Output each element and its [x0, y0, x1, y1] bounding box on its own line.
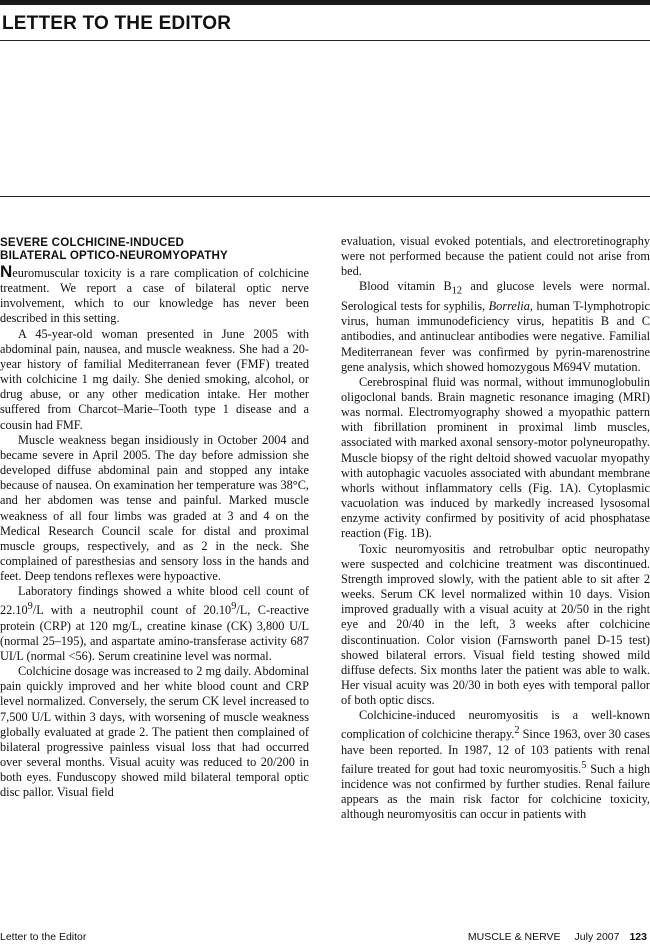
reference-2: 2 [514, 725, 520, 737]
header-divider [0, 40, 650, 41]
paragraph-intro-text: euromuscular toxicity is a rare complication of colchicine treatment. We report a case of bilateral optic nerve involvement, which to our knowledge has never been described in this setting. [0, 266, 309, 326]
section-header: LETTER TO THE EDITOR [2, 13, 232, 34]
reference-5: 5 [581, 759, 587, 771]
right-column [341, 234, 650, 823]
article-divider [0, 196, 650, 197]
footer-date: July 2007 [574, 931, 620, 943]
discussion-text-c: Such a high incidence was not confirmed by further studies. Renal failure appears as the main risk factor for colchicine toxicity, although neuromyositis can occur in patients with [341, 761, 650, 822]
paragraph-weakness: Muscle weakness began insidiously in October 2004 and became severe in April 2005. The day before admission she developed diffuse abdominal pain and stopped any intake because of nausea. On examination her temperature was 38°C, and her abdomen was tense and painful. Marked muscle weakness of all four limbs was graded at 3 and 4 on the Medical Research Council scale for distal and proximal muscle groups, respectively, and as 2 in the neck. She complained of paresthesias and sensory loss in the hands and feet. Deep tendons reflexes were hypoactive. [0, 432, 309, 584]
left-column [0, 234, 309, 801]
paragraph-case: A 45-year-old woman presented in June 2005 with abdominal pain, nausea, and muscle weakness. She had a 20-year history of familial Mediterranean fever (FMF) treated with colchicine 1 mg daily. She denied smoking, alcohol, or drug abuse, or any other medication intake. Her mother suffered from Charcot–Marie–Tooth type 1 disease and a cousin had FMF. [0, 326, 309, 432]
drop-cap: N [0, 262, 13, 281]
article-title-line2: BILATERAL OPTICO-NEUROMYOPATHY [0, 249, 228, 262]
article-title [0, 236, 309, 262]
serology-sub: 12 [451, 285, 462, 297]
serology-text-c: , human T-lymphotropic virus, human immunodeficiency virus, hepatitis B and C antibodies, and antinuclear antibodies were negative. Familial Mediterranean fever was confirmed by pyrin-marenostrine gene analysis, which showed homozygous M694V mutation. [341, 299, 650, 374]
footer-section-label: Letter to the Editor [0, 931, 87, 943]
paragraph-serology [341, 279, 650, 374]
footer-page-number: 123 [629, 931, 647, 943]
discussion-text-a: Colchicine-induced neuromyositis is a well-known complication of colchicine therapy. [341, 708, 650, 742]
article-title-line1: SEVERE COLCHICINE-INDUCED [0, 236, 185, 249]
paragraph-lab [0, 584, 309, 664]
paragraph-csf: Cerebrospinal fluid was normal, without immunoglobulin oligoclonal bands. Brain magnetic resonance imaging (MRI) was normal. Electromyography showed a myopathic pattern with fibrillation prominent in proximal limb muscles, associated with marked axonal sensory-motor polyneuropathy. Muscle biopsy of the right deltoid showed vacuolar myopathy with autophagic vacuoles associated with abundant membrane whorls without inflammatory cells (Fig. 1A). Cytoplasmic vacuolation was induced by markedly increased lysosomal enzyme activity confirmed by positivity of acid phosphatase reaction (Fig. 1B). [341, 374, 650, 541]
serology-italic: Borrelia [488, 299, 530, 314]
footer-journal: MUSCLE & NERVE [467, 931, 561, 943]
paragraph-outcome: Toxic neuromyositis and retrobulbar optic neuropathy were suspected and colchicine treatment was discontinued. Strength improved slowly, with the patient able to sit after 2 weeks. Serum CK level normalized within 10 days. Vision improved gradually with a visual acuity at 20/50 in the right eye and 20/40 in the left, 3 weeks after colchicine discontinuation. Color vision (Farnsworth panel D-15 test) showed bilateral errors. Visual field testing showed mild diffuse defects. Six months later the patient was able to walk. Her visual acuity was 20/30 in both eyes with temporal pallor of both optic discs. [341, 541, 650, 708]
serology-text-b: and glucose levels were normal. Serological tests for syphilis, [341, 279, 650, 314]
serology-text-a: Blood vitamin B [359, 279, 452, 294]
lab-sup-2: 9 [231, 601, 237, 613]
paragraph-dosage-continued: evaluation, visual evoked potentials, and electroretinography were not performed because the patient could not arise from bed. [341, 234, 650, 279]
lab-text-c: /L, C-reactive protein (CRP) at 120 mg/L, creatine kinase (CK) 3,800 U/L (normal 25–195), and aspartate amino-transferase activity 687 UI/L (normal <56). Serum creatinine level was normal. [0, 603, 309, 663]
paragraph-intro [0, 262, 309, 327]
paragraph-discussion [341, 708, 650, 822]
paragraph-dosage: Colchicine dosage was increased to 2 mg daily. Abdominal pain quickly improved and her white blood count and CRP level normalized. Conversely, the serum CK level increased to 7,500 U/L within 3 days, with worsening of muscle weakness globally evaluated at grade 2. The patient then complained of bilateral progressive painless visual loss that had occurred over several months. Visual acuity was reduced to 20/200 in both eyes. Funduscopy showed mild bilateral temporal optic disc pallor. Visual field [0, 664, 309, 800]
lab-text-a: Laboratory findings showed a white blood cell count of 22.10 [0, 584, 309, 618]
discussion-text-b: Since 1963, over 30 cases have been reported. In 1987, 12 of 103 patients with renal failure treated for gout had toxic neuromyositis. [341, 727, 650, 776]
top-rule [0, 0, 650, 5]
footer-journal-info [468, 931, 647, 943]
lab-text-b: /L with a neutrophil count of 20.10 [32, 603, 232, 618]
lab-sup-1: 9 [27, 601, 33, 613]
